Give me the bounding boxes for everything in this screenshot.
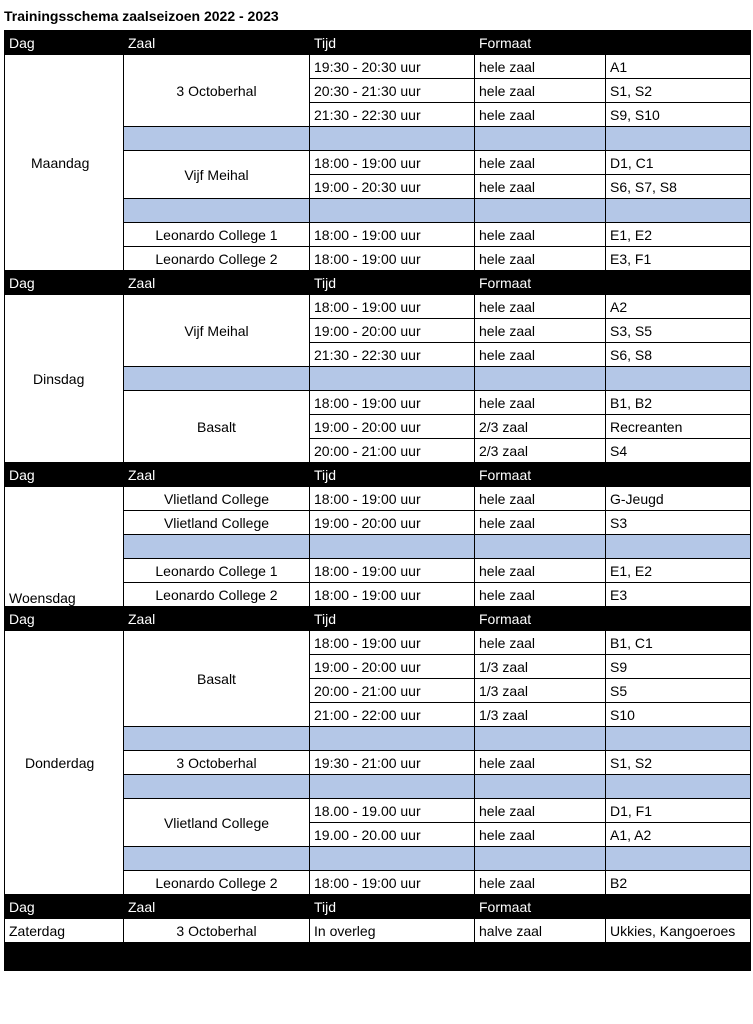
formaat-cell: 1/3 zaal <box>475 679 606 703</box>
formaat-cell: hele zaal <box>475 175 606 199</box>
formaat-cell: hele zaal <box>475 391 606 415</box>
table-row <box>5 919 751 943</box>
formaat-cell: hele zaal <box>475 631 606 655</box>
day-cell: Zaterdag <box>5 919 124 943</box>
teams-cell: S9, S10 <box>606 103 751 127</box>
teams-cell: E3 <box>606 583 751 607</box>
tijd-cell: 19:00 - 20:00 uur <box>310 655 475 679</box>
header-dag: Dag <box>5 607 124 631</box>
tijd-cell: 19.00 - 20.00 uur <box>310 823 475 847</box>
header-dag: Dag <box>5 31 124 55</box>
day-cell: Woensdag <box>5 487 124 607</box>
formaat-cell: 2/3 zaal <box>475 439 606 463</box>
header-zaal: Zaal <box>124 463 310 487</box>
tijd-cell: 18:00 - 19:00 uur <box>310 487 475 511</box>
header-dag: Dag <box>5 463 124 487</box>
formaat-cell: hele zaal <box>475 751 606 775</box>
formaat-cell: hele zaal <box>475 799 606 823</box>
formaat-cell: hele zaal <box>475 55 606 79</box>
tijd-cell: 18:00 - 19:00 uur <box>310 223 475 247</box>
zaal-cell: 3 Octoberhal <box>124 751 310 775</box>
formaat-cell: hele zaal <box>475 487 606 511</box>
tijd-cell: 18:00 - 19:00 uur <box>310 583 475 607</box>
header-tijd: Tijd <box>310 463 475 487</box>
formaat-cell: hele zaal <box>475 871 606 895</box>
header-teams <box>606 607 751 631</box>
teams-cell: A2 <box>606 295 751 319</box>
zaal-cell: Leonardo College 2 <box>124 247 310 271</box>
day-cell: Dinsdag <box>5 295 124 463</box>
tijd-cell: 18:00 - 19:00 uur <box>310 295 475 319</box>
tijd-cell: 21:00 - 22:00 uur <box>310 703 475 727</box>
teams-cell: S3, S5 <box>606 319 751 343</box>
tijd-cell: 18:00 - 19:00 uur <box>310 391 475 415</box>
header-formaat: Formaat <box>475 463 606 487</box>
page-title: Trainingsschema zaalseizoen 2022 - 2023 <box>4 8 279 24</box>
header-zaal: Zaal <box>124 607 310 631</box>
tijd-cell: 20:00 - 21:00 uur <box>310 439 475 463</box>
tijd-cell: 19:30 - 20:30 uur <box>310 55 475 79</box>
zaal-cell: Vlietland College <box>124 799 310 847</box>
zaal-cell: 3 Octoberhal <box>124 55 310 127</box>
formaat-cell: hele zaal <box>475 343 606 367</box>
teams-cell: S10 <box>606 703 751 727</box>
formaat-cell: hele zaal <box>475 223 606 247</box>
zaal-cell: Basalt <box>124 391 310 463</box>
teams-cell: B1, B2 <box>606 391 751 415</box>
formaat-cell: 1/3 zaal <box>475 655 606 679</box>
tijd-cell: 18:00 - 19:00 uur <box>310 631 475 655</box>
teams-cell: S6, S8 <box>606 343 751 367</box>
teams-cell: G-Jeugd <box>606 487 751 511</box>
table-row <box>5 295 751 319</box>
header-zaal: Zaal <box>124 271 310 295</box>
zaal-cell: Vlietland College <box>124 511 310 535</box>
formaat-cell: hele zaal <box>475 79 606 103</box>
formaat-cell: hele zaal <box>475 511 606 535</box>
formaat-cell: hele zaal <box>475 151 606 175</box>
schedule-table <box>4 30 751 971</box>
tijd-cell: 18:00 - 19:00 uur <box>310 871 475 895</box>
zaal-cell: Vlietland College <box>124 487 310 511</box>
teams-cell: S6, S7, S8 <box>606 175 751 199</box>
header-row <box>5 31 751 55</box>
teams-cell: D1, F1 <box>606 799 751 823</box>
teams-cell: Recreanten <box>606 415 751 439</box>
header-row <box>5 463 751 487</box>
day-cell: Donderdag <box>5 631 124 895</box>
formaat-cell: hele zaal <box>475 103 606 127</box>
formaat-cell: halve zaal <box>475 919 606 943</box>
header-formaat: Formaat <box>475 31 606 55</box>
header-dag: Dag <box>5 271 124 295</box>
teams-cell: E3, F1 <box>606 247 751 271</box>
teams-cell: S1, S2 <box>606 751 751 775</box>
zaal-cell: Vijf Meihal <box>124 295 310 367</box>
zaal-cell: 3 Octoberhal <box>124 919 310 943</box>
tijd-cell: 18:00 - 19:00 uur <box>310 151 475 175</box>
teams-cell: S9 <box>606 655 751 679</box>
table-row <box>5 55 751 79</box>
header-teams <box>606 271 751 295</box>
header-tijd: Tijd <box>310 271 475 295</box>
tijd-cell: 21:30 - 22:30 uur <box>310 343 475 367</box>
teams-cell: A1, A2 <box>606 823 751 847</box>
header-zaal: Zaal <box>124 31 310 55</box>
header-teams <box>606 463 751 487</box>
formaat-cell: hele zaal <box>475 319 606 343</box>
header-formaat: Formaat <box>475 895 606 919</box>
teams-cell: D1, C1 <box>606 151 751 175</box>
formaat-cell: 1/3 zaal <box>475 703 606 727</box>
header-row <box>5 895 751 919</box>
table-row <box>5 487 751 511</box>
formaat-cell: hele zaal <box>475 247 606 271</box>
tijd-cell: 21:30 - 22:30 uur <box>310 103 475 127</box>
header-formaat: Formaat <box>475 607 606 631</box>
tijd-cell: 18:00 - 19:00 uur <box>310 247 475 271</box>
zaal-cell: Leonardo College 1 <box>124 223 310 247</box>
formaat-cell: hele zaal <box>475 823 606 847</box>
zaal-cell: Vijf Meihal <box>124 151 310 199</box>
teams-cell: S3 <box>606 511 751 535</box>
header-zaal: Zaal <box>124 895 310 919</box>
formaat-cell: hele zaal <box>475 559 606 583</box>
formaat-cell: 2/3 zaal <box>475 415 606 439</box>
tijd-cell: In overleg <box>310 919 475 943</box>
footer-bar <box>5 943 751 971</box>
zaal-cell: Leonardo College 2 <box>124 871 310 895</box>
header-teams <box>606 895 751 919</box>
teams-cell: S5 <box>606 679 751 703</box>
tijd-cell: 20:00 - 21:00 uur <box>310 679 475 703</box>
teams-cell: S1, S2 <box>606 79 751 103</box>
tijd-cell: 19:00 - 20:00 uur <box>310 511 475 535</box>
teams-cell: E1, E2 <box>606 559 751 583</box>
tijd-cell: 19:00 - 20:00 uur <box>310 319 475 343</box>
header-row <box>5 607 751 631</box>
header-tijd: Tijd <box>310 895 475 919</box>
header-tijd: Tijd <box>310 607 475 631</box>
zaal-cell: Leonardo College 1 <box>124 559 310 583</box>
tijd-cell: 19:30 - 21:00 uur <box>310 751 475 775</box>
header-tijd: Tijd <box>310 31 475 55</box>
tijd-cell: 18.00 - 19.00 uur <box>310 799 475 823</box>
teams-cell: E1, E2 <box>606 223 751 247</box>
header-row <box>5 271 751 295</box>
day-cell: Maandag <box>5 55 124 271</box>
tijd-cell: 18:00 - 19:00 uur <box>310 559 475 583</box>
teams-cell: S4 <box>606 439 751 463</box>
teams-cell: B1, C1 <box>606 631 751 655</box>
header-dag: Dag <box>5 895 124 919</box>
formaat-cell: hele zaal <box>475 295 606 319</box>
formaat-cell: hele zaal <box>475 583 606 607</box>
zaal-cell: Basalt <box>124 631 310 727</box>
header-formaat: Formaat <box>475 271 606 295</box>
teams-cell: B2 <box>606 871 751 895</box>
tijd-cell: 19:00 - 20:00 uur <box>310 415 475 439</box>
teams-cell: A1 <box>606 55 751 79</box>
teams-cell: Ukkies, Kangoeroes <box>606 919 751 943</box>
header-teams <box>606 31 751 55</box>
zaal-cell: Leonardo College 2 <box>124 583 310 607</box>
tijd-cell: 20:30 - 21:30 uur <box>310 79 475 103</box>
tijd-cell: 19:00 - 20:30 uur <box>310 175 475 199</box>
table-row <box>5 631 751 655</box>
